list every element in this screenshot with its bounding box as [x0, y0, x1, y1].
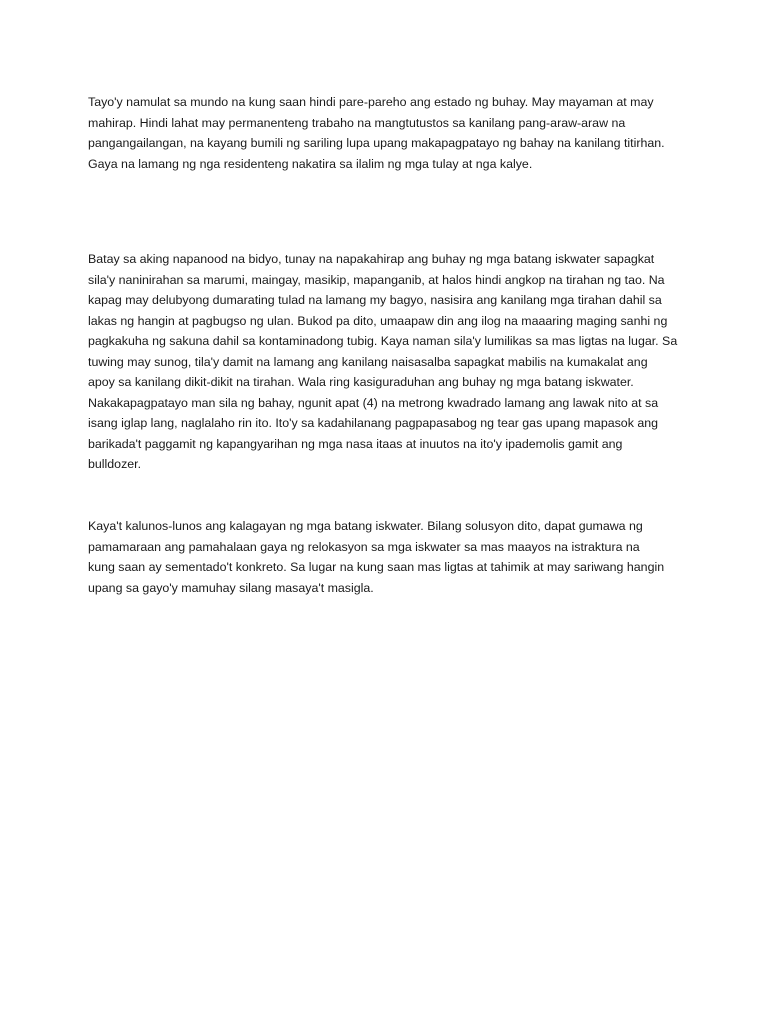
paragraph-introduction: Tayo'y namulat sa mundo na kung saan hindi pare-pareho ang estado ng buhay. May mayaman at may mahirap. Hindi lahat may permanenteng trabaho na mangtutustos sa kanilang pang-araw-araw na pangangailangan, na kayang bumili ng sariling lupa upang makapagpatayo ng bahay na kanilang titirhan. Gaya na lamang ng nga residenteng nakatira sa ilalim ng mga tulay at nga kalye. — [88, 95, 665, 171]
paragraph-conclusion: Kaya't kalunos-lunos ang kalagayan ng mga batang iskwater. Bilang solusyon dito, dapat gumawa ng pamamaraan ang pamahalaan gaya ng relokasyon sa mga iskwater sa mas maayos na istraktura na kung saan ay sementado't konkreto. Sa lugar na kung saan mas ligtas at tahimik at may sariwang hangin upang sa gayo'y mamuhay silang masaya't masigla. — [88, 519, 665, 595]
paragraph-body: Batay sa aking napanood na bidyo, tunay na napakahirap ang buhay ng mga batang iskwater sapagkat sila'y naninirahan sa marumi, maingay, masikip, mapanganib, at halos hindi angkop na tirahan ng tao. Na kapag may delubyong dumarating tulad na lamang my bagyo, nasisira ang kanilang mga tirahan dahil sa lakas ng hangin at pagbugso ng ulan. Bukod pa dito, umaapaw din ang ilog na maaaring maging sanhi ng pagkakuha ng sakuna dahil sa kontaminadong tubig. Kaya naman sila'y lumilikas sa mas ligtas na lugar. Sa tuwing may sunog, tila'y damit na lamang ang kanilang naisasalba sapagkat mabilis na kumakalat ang apoy sa kanilang dikit-dikit na tirahan. Wala ring kasiguraduhan ang buhay ng mga batang iskwater. Nakakapagpatayo man sila ng bahay, ngunit apat (4) na metrong kwadrado lamang ang lawak nito at sa isang iglap lang, naglalaho rin ito. Ito'y sa kadahilanang pagpapasabog ng tear gas upang mapasok ang barikada't paggamit ng kapangyarihan ng mga nasa itaas at inuutos na ito'y ipademolis gamit ang bulldozer. — [88, 252, 678, 471]
